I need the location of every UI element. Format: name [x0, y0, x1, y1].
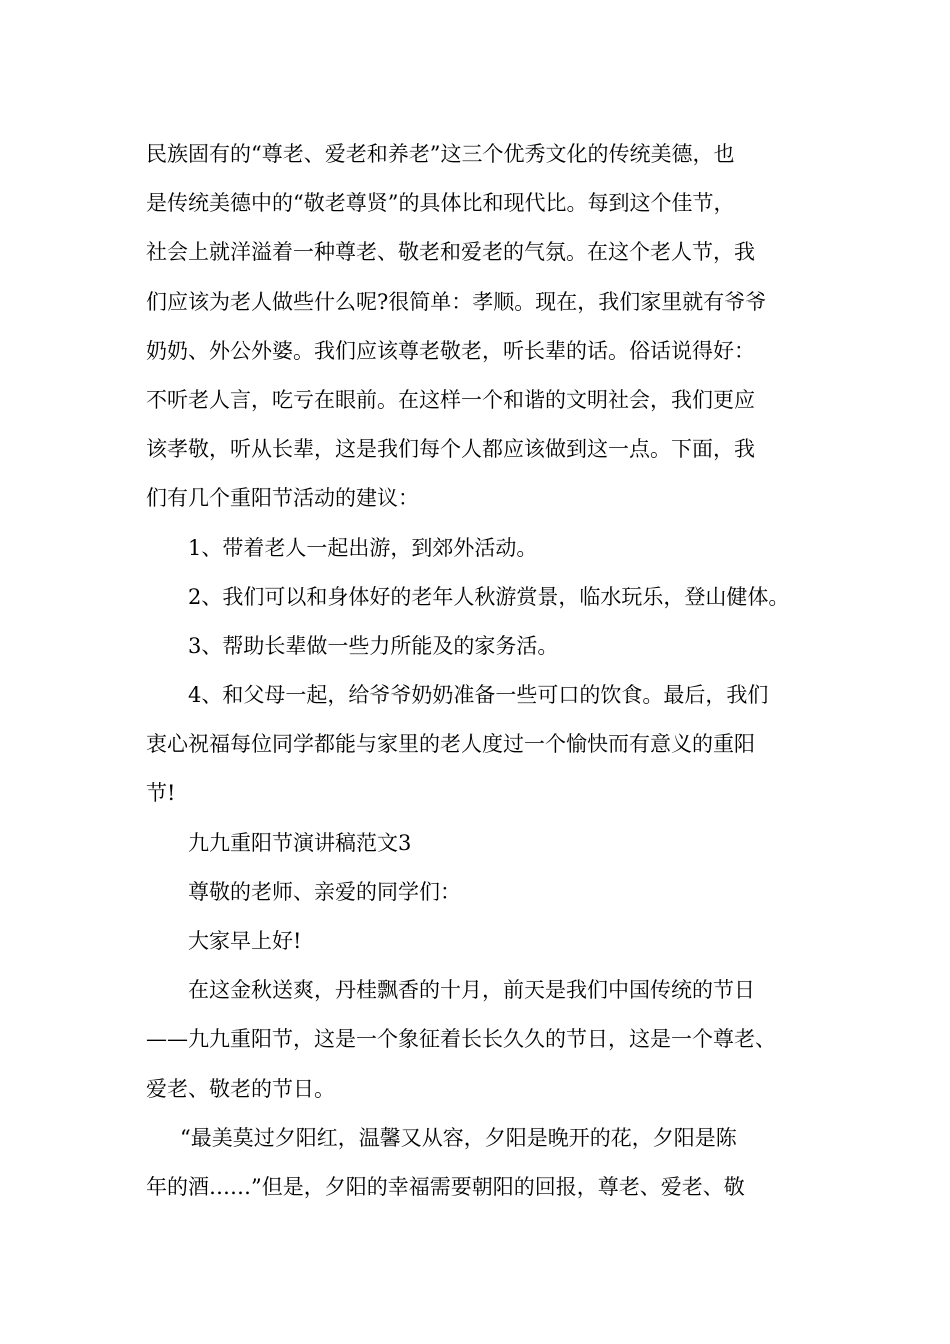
paragraph-start: “最美莫过夕阳红，温馨又从容，夕阳是晚开的花，夕阳是陈: [180, 1125, 737, 1150]
paragraph-start: 在这金秋送爽，丹桂飘香的十月，前天是我们中国传统的节日: [188, 978, 755, 1003]
list-item: 1、带着老人一起出游，到郊外活动。: [188, 535, 538, 560]
text-line: 们有几个重阳节活动的建议：: [146, 486, 419, 511]
text-line: 民族固有的“尊老、爱老和养老”这三个优秀文化的传统美德，也: [146, 142, 735, 166]
text-line: 衷心祝福每位同学都能与家里的老人度过一个愉快而有意义的重阳: [146, 732, 755, 757]
salutation: 尊敬的老师、亲爱的同学们：: [188, 879, 461, 904]
text-line: 不听老人言，吃亏在眼前。在这样一个和谐的文明社会，我们更应: [146, 387, 755, 412]
text-line: 年的酒……”但是，夕阳的幸福需要朝阳的回报，尊老、爱老、敬: [146, 1174, 745, 1199]
text-line: 们应该为老人做些什么呢?很简单：孝顺。现在，我们家里就有爷爷: [146, 289, 767, 314]
list-item: 3、帮助长辈做一些力所能及的家务活。: [188, 633, 559, 658]
text-line: 是传统美德中的“敬老尊贤”的具体比和现代比。每到这个佳节，: [146, 191, 735, 216]
text-line: ——九九重阳节，这是一个象征着长长久久的节日，这是一个尊老、: [146, 1027, 776, 1052]
list-item: 2、我们可以和身体好的老年人秋游赏景，临水玩乐，登山健体。: [188, 584, 790, 609]
section-title: 九九重阳节演讲稿范文3: [188, 830, 412, 855]
greeting: 大家早上好!: [188, 929, 302, 953]
text-line: 该孝敬，听从长辈，这是我们每个人都应该做到这一点。下面，我: [146, 437, 755, 462]
document-body: [146, 130, 810, 1212]
text-line: 奶奶、外公外婆。我们应该尊老敬老，听长辈的话。俗话说得好：: [146, 338, 755, 363]
list-item: 4、和父母一起，给爷爷奶奶准备一些可口的饮食。最后，我们: [188, 683, 769, 708]
text-line: 节!: [146, 781, 176, 806]
text-line: 爱老、敬老的节日。: [146, 1076, 335, 1101]
text-line: 社会上就洋溢着一种尊老、敬老和爱老的气氛。在这个老人节，我: [146, 240, 755, 265]
